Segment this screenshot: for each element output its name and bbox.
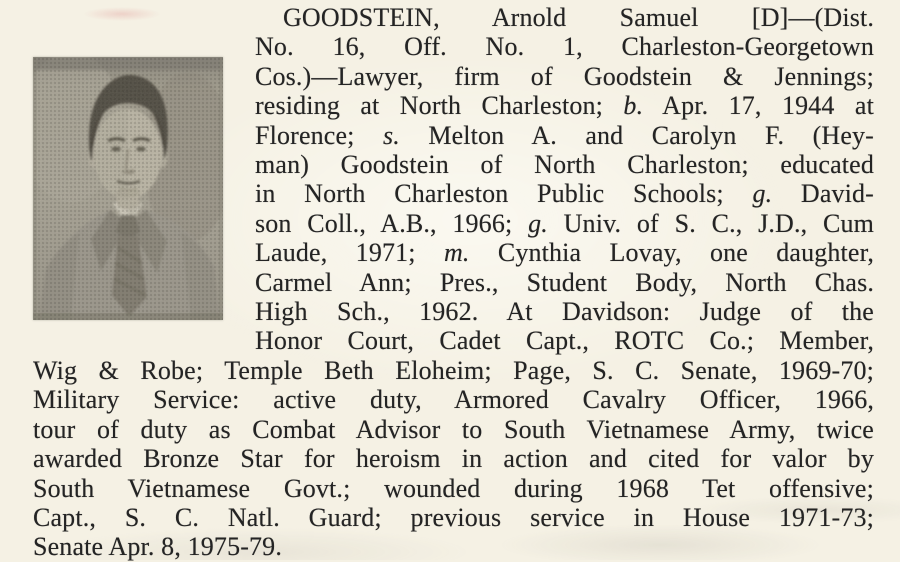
entry-text-column — [255, 3, 874, 356]
text-line — [255, 121, 874, 150]
text-segment: No. 16, Off. No. 1, Charleston-Georgetown — [255, 32, 874, 62]
text-segment: residing at North Charleston; — [255, 91, 624, 121]
text-line — [255, 3, 874, 32]
italic-abbrev: b. — [623, 91, 644, 121]
text-line — [33, 444, 874, 473]
text-segment: Apr. 17, 1944 at — [643, 91, 874, 121]
italic-abbrev: g. — [752, 179, 773, 209]
text-segment: in North Charleston Public Schools; — [255, 179, 753, 209]
text-segment: Univ. of S. C., J.D., Cum — [547, 208, 874, 238]
text-line — [255, 238, 874, 267]
portrait-photo — [33, 57, 223, 320]
text-segment: son Coll., A.B., 1966; — [255, 208, 529, 238]
text-segment: High Sch., 1962. At Davidson: Judge of the — [255, 296, 874, 326]
text-line — [255, 150, 874, 179]
text-line — [33, 415, 874, 444]
text-segment: Florence; — [255, 120, 383, 150]
text-line — [33, 385, 874, 414]
text-line — [255, 326, 874, 355]
text-line — [255, 179, 874, 208]
text-segment: David- — [772, 179, 874, 209]
text-segment: awarded Bronze Star for heroism in action and cited for valor by — [33, 444, 874, 474]
text-segment: South Vietnamese Govt.; wounded during 1968 Tet offensive; — [33, 473, 874, 503]
text-line — [255, 32, 874, 61]
text-segment: Wig & Robe; Temple Beth Eloheim; Page, S. C. Senate, 1969-70; — [33, 356, 874, 385]
text-line — [255, 268, 874, 297]
text-segment: Military Service: active duty, Armored Cavalry Officer, 1966, — [33, 385, 874, 415]
text-line — [33, 532, 874, 561]
text-segment: Honor Court, Cadet Capt., ROTC Co.; Member, — [255, 326, 874, 356]
text-segment: GOODSTEIN, Arnold Samuel [D]—(Dist. — [283, 3, 874, 32]
entry-text-full — [33, 356, 874, 562]
text-segment: Cynthia Lovay, one daughter, — [469, 238, 874, 268]
text-line — [255, 62, 874, 91]
italic-abbrev: m. — [443, 238, 470, 268]
text-segment: man) Goodstein of North Charleston; educated — [255, 149, 874, 179]
text-segment: Senate Apr. 8, 1975-79. — [33, 532, 282, 562]
text-segment: Laude, 1971; — [255, 238, 444, 268]
text-segment: tour of duty as Combat Advisor to South Vietnamese Army, twice — [33, 414, 874, 444]
text-line — [255, 91, 874, 120]
text-line — [33, 474, 874, 503]
text-segment: Melton A. and Carolyn F. (Hey- — [399, 120, 874, 150]
text-line — [33, 503, 874, 532]
text-line — [33, 356, 874, 385]
text-line — [255, 209, 874, 238]
italic-abbrev: g. — [528, 208, 548, 238]
portrait-photo-illustration — [33, 57, 223, 320]
italic-abbrev: s. — [382, 120, 400, 150]
text-line — [255, 297, 874, 326]
text-segment: Capt., S. C. Natl. Guard; previous service in House 1971-73; — [33, 502, 874, 532]
text-segment: Carmel Ann; Pres., Student Body, North Chas. — [255, 267, 874, 297]
text-segment: Cos.)—Lawyer, firm of Goodstein & Jennings; — [255, 61, 874, 91]
